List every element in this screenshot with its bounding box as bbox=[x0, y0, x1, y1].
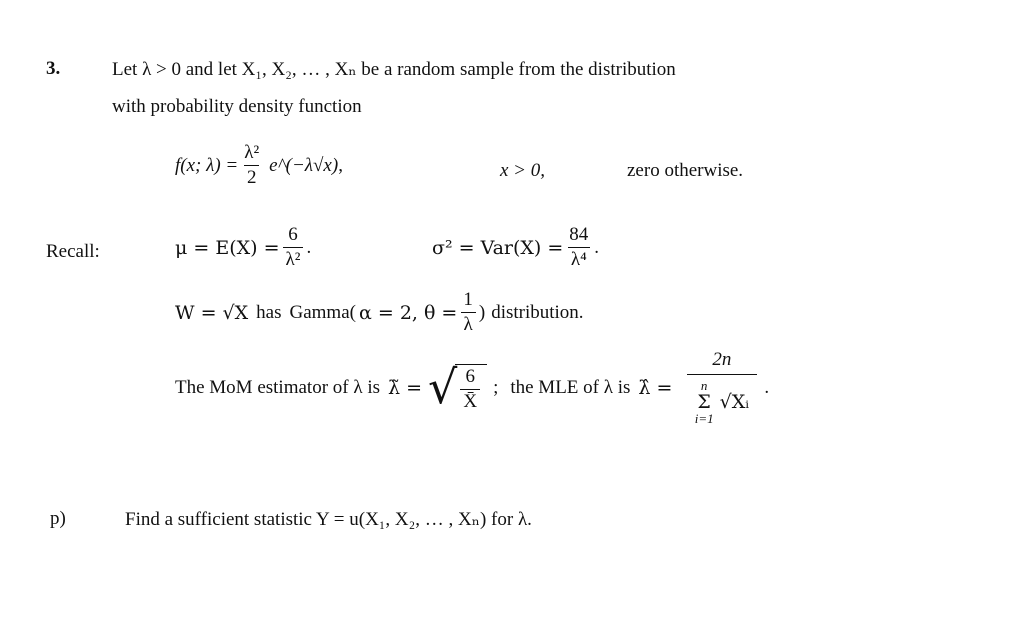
mle-lhs: λ̂ = bbox=[638, 377, 673, 400]
pdf-domain: x > 0, bbox=[500, 160, 546, 181]
part-question: Find a sufficient statistic Y = u(X₁, X₂, … , Xₙ) for λ. bbox=[125, 509, 532, 530]
pdf-exponential: e^(−λ√x) bbox=[269, 154, 339, 176]
pdf-lhs: f(x; λ) = bbox=[175, 154, 239, 176]
w-theta: θ = bbox=[423, 301, 458, 324]
mle-denominator bbox=[687, 374, 757, 426]
pdf-formula: f(x; λ) = $\frac{\text{λ²}}{2}$ e^(−λ√x) , bbox=[175, 142, 343, 188]
mean-formula: μ = E(X) = $\frac{6}{\text{λ²}}$ . bbox=[175, 224, 312, 270]
variance-denominator: λ⁴ bbox=[568, 247, 590, 271]
mom-numerator: 6 bbox=[465, 365, 475, 387]
w-has-text: has bbox=[256, 301, 282, 323]
mean-numerator: 6 bbox=[288, 224, 298, 245]
part-label: p) bbox=[50, 508, 66, 529]
w-distribution-text: distribution. bbox=[491, 301, 584, 323]
pdf-fraction bbox=[241, 143, 262, 189]
w-lhs: W = √X bbox=[175, 301, 249, 324]
mom-text: The MoM estimator of λ is bbox=[175, 377, 380, 399]
mean-fraction bbox=[283, 225, 304, 271]
w-gamma-text: Gamma bbox=[289, 301, 350, 323]
sigma-icon: Σ bbox=[697, 390, 711, 413]
mle-text: the MLE of λ is bbox=[510, 377, 631, 399]
recall-label: Recall: bbox=[46, 241, 100, 262]
w-alpha: α = 2, bbox=[358, 301, 418, 324]
pdf-denominator: 2 bbox=[244, 165, 260, 189]
mle-term: √Xᵢ bbox=[719, 391, 750, 414]
variance-lhs: σ² = Var(X) = bbox=[432, 236, 564, 259]
intro-line-1: Let λ > 0 and let X₁, X₂, … , Xₙ be a random sample from the distribution bbox=[112, 59, 676, 80]
mle-summation bbox=[695, 379, 714, 426]
pdf-numerator: λ² bbox=[244, 142, 260, 163]
w-theta-denominator: λ bbox=[461, 312, 476, 336]
estimators-line: The MoM estimator of λ is λ̃ = √ $\frac{6}{X̄}$ ; the MLE of λ is λ̂ = 2n n Σ i=1 √Xᵢ . bbox=[175, 349, 770, 427]
intro-line-2: with probability density function bbox=[112, 96, 362, 117]
problem-number: 3. bbox=[46, 58, 61, 79]
mean-denominator: λ² bbox=[283, 247, 304, 271]
mom-denominator: X̄ bbox=[460, 389, 480, 413]
mean-lhs: μ = E(X) = bbox=[175, 236, 280, 259]
variance-formula: σ² = Var(X) = $\frac{84}{\text{λ⁴}}$ . bbox=[432, 224, 600, 270]
mom-fraction bbox=[460, 367, 480, 413]
mom-lhs: λ̃ = bbox=[388, 377, 423, 400]
estimator-separator: ; bbox=[493, 377, 499, 399]
mle-fraction bbox=[682, 350, 761, 426]
pdf-otherwise: zero otherwise. bbox=[627, 160, 744, 181]
mle-sum-bottom: i=1 bbox=[694, 411, 714, 427]
w-theta-fraction bbox=[460, 290, 476, 336]
mle-sum-top: n bbox=[700, 377, 708, 393]
mom-sqrt: √ $\frac{6}{X̄}$ bbox=[428, 364, 487, 413]
variance-numerator: 84 bbox=[569, 224, 589, 245]
variance-fraction bbox=[566, 225, 591, 271]
w-theta-numerator: 1 bbox=[463, 289, 473, 310]
w-distribution-line: W = √X has Gamma ( α = 2, θ = $\frac{1}{\lambda}$ ) distribution. bbox=[175, 289, 584, 335]
mle-numerator: 2n bbox=[712, 349, 732, 370]
